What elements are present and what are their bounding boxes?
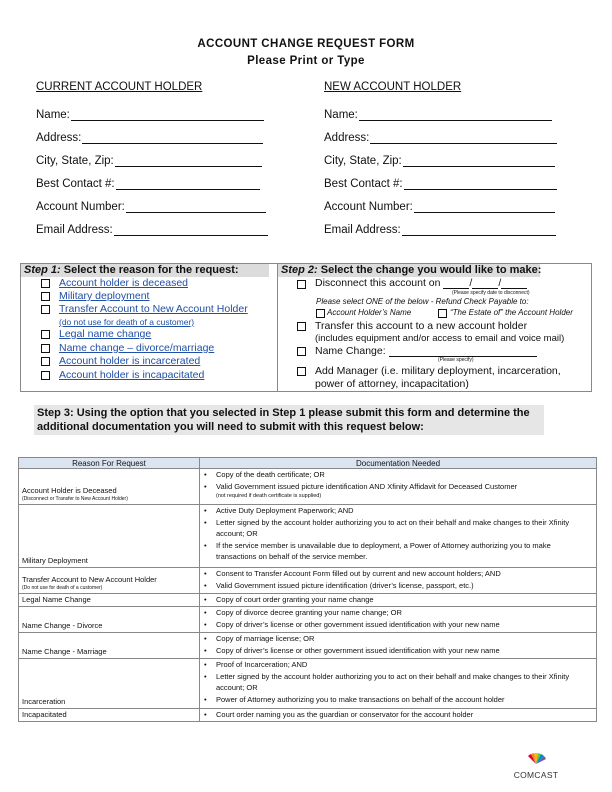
reason-cell: Account Holder is Deceased (Disconnect or Transfer to New Account Holder): [19, 469, 200, 505]
option-transfer-link[interactable]: Transfer Account to New Account Holder: [59, 303, 248, 315]
option-military-link[interactable]: Military deployment: [59, 290, 150, 302]
current-city-field[interactable]: City, State, Zip:: [36, 155, 262, 167]
reason-cell: Incarceration: [19, 659, 200, 709]
table-header-row: [19, 458, 597, 469]
reason-cell: Name Change - Divorce: [19, 607, 200, 633]
doc-item: • Letter signed by the account holder authorizing you to act on their behalf and make changes to their Xfinity account; OR: [216, 517, 593, 540]
new-holder-heading: NEW ACCOUNT HOLDER: [324, 81, 462, 93]
payable-estate-checkbox[interactable]: [438, 309, 447, 318]
steps-divider: [277, 264, 278, 391]
current-account-number-field[interactable]: Account Number:: [36, 201, 266, 213]
header-reason: Reason For Request: [19, 458, 200, 469]
option-deceased-link[interactable]: Account holder is deceased: [59, 277, 188, 289]
add-manager-checkbox[interactable]: [297, 367, 306, 376]
doc-item: • Copy of driver’s license or other government issued identification with your new name: [216, 645, 593, 657]
doc-item: • Letter signed by the account holder authorizing you to act on their behalf and make changes to their Xfinity account; OR: [216, 671, 593, 694]
docs-cell: [200, 505, 597, 568]
doc-item: • Copy of marriage license; OR: [216, 633, 593, 645]
option-incapacitated-checkbox[interactable]: [41, 371, 50, 380]
step1-heading: Step 1: Select the reason for the request:: [21, 264, 269, 277]
logo-text: COMCAST: [513, 770, 559, 780]
current-contact-field[interactable]: Best Contact #:: [36, 178, 260, 190]
option-deceased-checkbox[interactable]: [41, 279, 50, 288]
table-row: [19, 633, 597, 659]
payable-name-checkbox[interactable]: [316, 309, 325, 318]
payable-estate-label: “The Estate of” the Account Holder: [450, 308, 573, 317]
comcast-logo: [506, 752, 566, 780]
option-legal-name-link[interactable]: Legal name change: [59, 328, 152, 340]
name-change-field[interactable]: Name Change:: [315, 345, 537, 357]
new-city-field[interactable]: City, State, Zip:: [324, 155, 555, 167]
step2-heading: Step 2: Select the change you would like to make:: [278, 264, 540, 277]
current-address-field[interactable]: Address:: [36, 132, 263, 144]
step3-instructions: Step 3: Using the option that you selected in Step 1 please submit this form and determine the additional documentation you will need to submit with this request below:: [34, 405, 544, 435]
transfer-account-checkbox[interactable]: [297, 322, 306, 331]
current-name-field[interactable]: Name:: [36, 109, 264, 121]
transfer-account-label: Transfer this account to a new account holder: [315, 320, 528, 332]
new-address-field[interactable]: Address:: [324, 132, 557, 144]
doc-item: • Consent to Transfer Account Form filled out by current and new account holders; AND: [216, 568, 593, 580]
option-transfer-note: (do not use for death of a customer): [59, 317, 195, 327]
add-manager-label: Add Manager (i.e. military deployment, incarceration,: [315, 365, 561, 377]
refund-select-note: Please select ONE of the below - Refund Check Payable to:: [316, 297, 529, 306]
doc-item: • Copy of court order granting your name change: [216, 594, 593, 606]
reason-cell: Incapacitated: [19, 709, 200, 722]
table-row: [19, 568, 597, 594]
doc-item: • If the service member is unavailable due to deployment, a Power of Attorney authorizing you to make transactions on behalf of the service member.: [216, 540, 593, 563]
option-transfer-checkbox[interactable]: [41, 305, 50, 314]
doc-item: • Copy of the death certificate; OR: [216, 469, 593, 481]
reason-cell: Name Change - Marriage: [19, 633, 200, 659]
doc-item: • Court order naming you as the guardian or conservator for the account holder: [216, 709, 593, 721]
option-military-checkbox[interactable]: [41, 292, 50, 301]
docs-cell: [200, 633, 597, 659]
current-holder-heading: CURRENT ACCOUNT HOLDER: [36, 81, 203, 93]
docs-cell: [200, 568, 597, 594]
doc-item: • Valid Government issued picture identification (driver’s license, passport, etc.): [216, 580, 593, 592]
doc-item: • Valid Government issued picture identification AND Xfinity Affidavit for Deceased Customer (not required if death certificate is supplied): [216, 481, 593, 501]
doc-item: • Proof of Incarceration; AND: [216, 659, 593, 671]
name-change-hint: (Please specify): [438, 357, 474, 363]
option-divorce-marriage-link[interactable]: Name change – divorce/marriage: [59, 342, 215, 354]
table-row: [19, 659, 597, 709]
current-email-field[interactable]: Email Address:: [36, 224, 268, 236]
docs-cell: [200, 594, 597, 607]
payable-name-label: Account Holder’s Name: [327, 308, 412, 317]
table-row: [19, 594, 597, 607]
header-documentation: Documentation Needed: [200, 458, 597, 469]
disconnect-date-hint: (Please specify date to disconnect): [452, 290, 530, 296]
peacock-icon: [525, 753, 547, 765]
table-row: [19, 607, 597, 633]
new-contact-field[interactable]: Best Contact #:: [324, 178, 557, 190]
form-title: ACCOUNT CHANGE REQUEST FORM: [197, 38, 415, 50]
disconnect-field[interactable]: Disconnect this account on / /: [315, 277, 527, 289]
doc-item: • Copy of divorce decree granting your name change; OR: [216, 607, 593, 619]
docs-cell: [200, 659, 597, 709]
table-row: [19, 505, 597, 568]
transfer-account-note: (includes equipment and/or access to email and voice mail): [315, 333, 565, 344]
reason-cell: Transfer Account to New Account Holder (Do not use for death of a customer): [19, 568, 200, 594]
form-subtitle: Please Print or Type: [247, 55, 365, 67]
table-row: [19, 469, 597, 505]
table-row: [19, 709, 597, 722]
documentation-table: [18, 457, 597, 722]
docs-cell: [200, 709, 597, 722]
name-change-checkbox[interactable]: [297, 347, 306, 356]
option-divorce-marriage-checkbox[interactable]: [41, 344, 50, 353]
reason-cell: Military Deployment: [19, 505, 200, 568]
option-legal-name-checkbox[interactable]: [41, 330, 50, 339]
docs-cell: [200, 607, 597, 633]
new-account-number-field[interactable]: Account Number:: [324, 201, 555, 213]
option-incapacitated-link[interactable]: Account holder is incapacitated: [59, 369, 205, 381]
doc-item: • Power of Attorney authorizing you to make transactions on behalf of the account holder: [216, 694, 593, 706]
add-manager-label-2: power of attorney, incapacitation): [315, 378, 469, 390]
docs-cell: [200, 469, 597, 505]
doc-item: • Copy of driver’s license or other government issued identification with your new name: [216, 619, 593, 631]
option-incarcerated-link[interactable]: Account holder is incarcerated: [59, 355, 201, 367]
option-incarcerated-checkbox[interactable]: [41, 357, 50, 366]
doc-item: • Active Duty Deployment Paperwork; AND: [216, 505, 593, 517]
disconnect-checkbox[interactable]: [297, 280, 306, 289]
reason-cell: Legal Name Change: [19, 594, 200, 607]
new-name-field[interactable]: Name:: [324, 109, 552, 121]
new-email-field[interactable]: Email Address:: [324, 224, 556, 236]
